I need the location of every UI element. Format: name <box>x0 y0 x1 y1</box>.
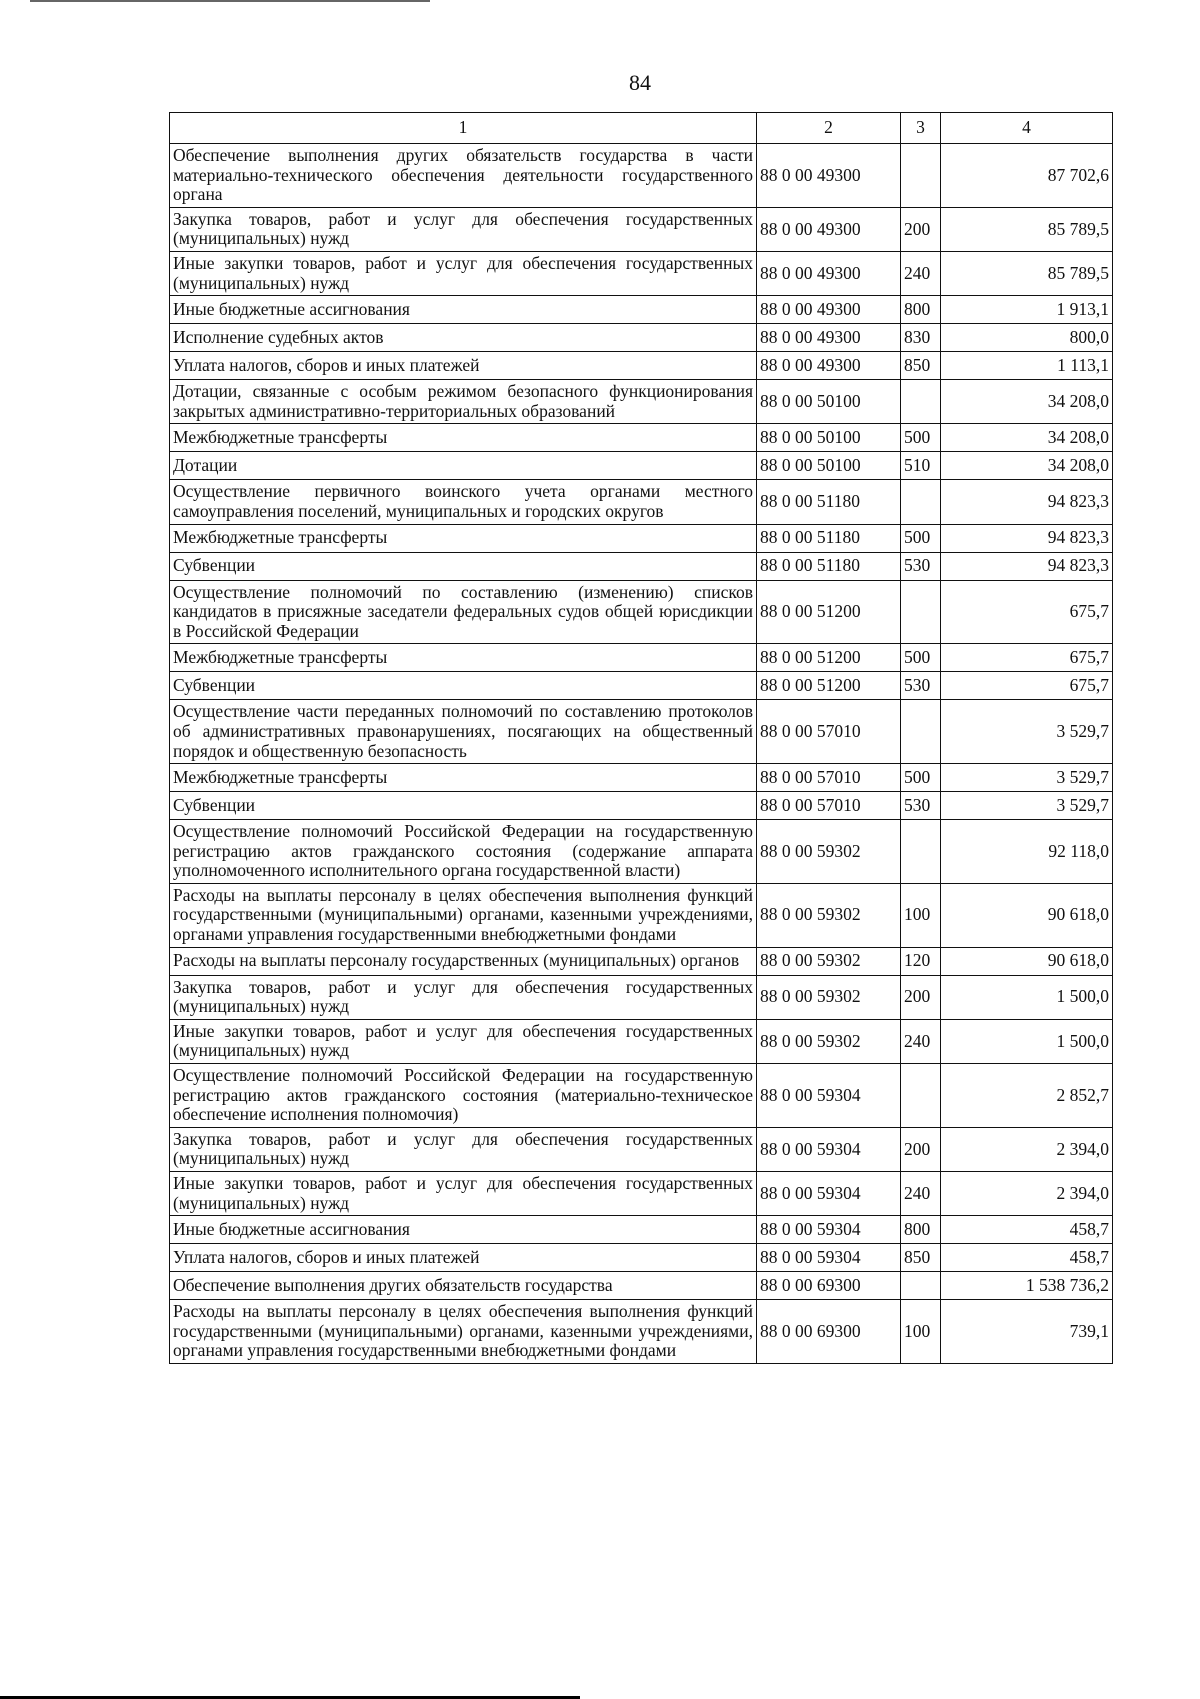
row-target-code: 88 0 00 57010 <box>757 700 901 764</box>
row-target-code: 88 0 00 59304 <box>757 1216 901 1244</box>
row-description: Межбюджетные трансферты <box>170 524 757 552</box>
row-target-code: 88 0 00 49300 <box>757 207 901 251</box>
row-description: Закупка товаров, работ и услуг для обеспечения государственных (муниципальных) нужд <box>170 207 757 251</box>
table-row <box>170 580 1113 644</box>
row-target-code: 88 0 00 59304 <box>757 1172 901 1216</box>
row-target-code: 88 0 00 59304 <box>757 1064 901 1128</box>
row-amount: 3 529,7 <box>941 792 1113 820</box>
row-target-code: 88 0 00 51180 <box>757 524 901 552</box>
row-target-code: 88 0 00 49300 <box>757 352 901 380</box>
row-expense-group: 100 <box>901 883 941 947</box>
row-description: Осуществление полномочий по составлению (изменению) списков кандидатов в присяжные заседатели федеральных судов общей юрисдикции в Российской Федерации <box>170 580 757 644</box>
row-expense-group: 200 <box>901 975 941 1019</box>
table-row <box>170 820 1113 884</box>
table-body <box>170 144 1113 1364</box>
row-amount: 2 394,0 <box>941 1127 1113 1171</box>
row-description: Осуществление первичного воинского учета органами местного самоуправления поселений, муниципальных и городских округов <box>170 480 757 524</box>
row-expense-group: 200 <box>901 1127 941 1171</box>
row-amount: 94 823,3 <box>941 552 1113 580</box>
row-target-code: 88 0 00 50100 <box>757 452 901 480</box>
row-target-code: 88 0 00 51200 <box>757 580 901 644</box>
row-amount: 458,7 <box>941 1216 1113 1244</box>
row-expense-group: 530 <box>901 552 941 580</box>
row-expense-group <box>901 380 941 424</box>
table-row <box>170 1127 1113 1171</box>
row-amount: 1 538 736,2 <box>941 1272 1113 1300</box>
row-description: Иные закупки товаров, работ и услуг для обеспечения государственных (муниципальных) нужд <box>170 1019 757 1063</box>
row-description: Расходы на выплаты персоналу в целях обеспечения выполнения функций государственными (муниципальными) органами, казенными учреждениями, органами управления государственными внебюджетными фондами <box>170 883 757 947</box>
table-row <box>170 480 1113 524</box>
row-description: Закупка товаров, работ и услуг для обеспечения государственных (муниципальных) нужд <box>170 1127 757 1171</box>
header-col-4: 4 <box>941 113 1113 144</box>
row-amount: 3 529,7 <box>941 700 1113 764</box>
row-expense-group: 500 <box>901 424 941 452</box>
table-row <box>170 324 1113 352</box>
row-target-code: 88 0 00 59302 <box>757 975 901 1019</box>
row-expense-group: 200 <box>901 207 941 251</box>
row-description: Осуществление полномочий Российской Федерации на государственную регистрацию актов гражданского состояния (содержание аппарата уполномоченного исполнительного органа государственной власти) <box>170 820 757 884</box>
row-expense-group: 800 <box>901 1216 941 1244</box>
row-expense-group: 120 <box>901 947 941 975</box>
row-amount: 34 208,0 <box>941 424 1113 452</box>
row-description: Расходы на выплаты персоналу в целях обеспечения выполнения функций государственными (муниципальными) органами, казенными учреждениями, органами управления государственными внебюджетными фондами <box>170 1300 757 1364</box>
table-row <box>170 552 1113 580</box>
row-target-code: 88 0 00 49300 <box>757 144 901 208</box>
table-row <box>170 524 1113 552</box>
table-row <box>170 672 1113 700</box>
table-row <box>170 207 1113 251</box>
row-description: Межбюджетные трансферты <box>170 764 757 792</box>
row-expense-group: 510 <box>901 452 941 480</box>
row-target-code: 88 0 00 57010 <box>757 764 901 792</box>
row-amount: 800,0 <box>941 324 1113 352</box>
row-description: Расходы на выплаты персоналу государственных (муниципальных) органов <box>170 947 757 975</box>
table-row <box>170 352 1113 380</box>
top-scan-rule <box>30 0 430 5</box>
row-expense-group: 850 <box>901 352 941 380</box>
row-expense-group <box>901 580 941 644</box>
row-expense-group: 530 <box>901 792 941 820</box>
row-description: Исполнение судебных актов <box>170 324 757 352</box>
row-expense-group: 100 <box>901 1300 941 1364</box>
row-amount: 94 823,3 <box>941 480 1113 524</box>
row-target-code: 88 0 00 59304 <box>757 1244 901 1272</box>
row-expense-group <box>901 820 941 884</box>
row-amount: 3 529,7 <box>941 764 1113 792</box>
row-expense-group <box>901 700 941 764</box>
row-description: Иные бюджетные ассигнования <box>170 1216 757 1244</box>
row-amount: 85 789,5 <box>941 251 1113 295</box>
table-row <box>170 764 1113 792</box>
row-description: Субвенции <box>170 672 757 700</box>
row-amount: 34 208,0 <box>941 452 1113 480</box>
row-amount: 675,7 <box>941 644 1113 672</box>
row-description: Субвенции <box>170 552 757 580</box>
budget-table <box>169 112 1113 1364</box>
row-target-code: 88 0 00 59302 <box>757 1019 901 1063</box>
row-description: Межбюджетные трансферты <box>170 644 757 672</box>
row-target-code: 88 0 00 69300 <box>757 1272 901 1300</box>
row-amount: 87 702,6 <box>941 144 1113 208</box>
table-row <box>170 380 1113 424</box>
row-amount: 675,7 <box>941 672 1113 700</box>
table-row <box>170 424 1113 452</box>
table-row <box>170 975 1113 1019</box>
row-amount: 1 500,0 <box>941 1019 1113 1063</box>
row-target-code: 88 0 00 69300 <box>757 1300 901 1364</box>
row-description: Дотации <box>170 452 757 480</box>
row-target-code: 88 0 00 59302 <box>757 883 901 947</box>
row-amount: 1 500,0 <box>941 975 1113 1019</box>
header-col-3: 3 <box>901 113 941 144</box>
table-row <box>170 1244 1113 1272</box>
row-amount: 92 118,0 <box>941 820 1113 884</box>
table-row <box>170 296 1113 324</box>
row-amount: 2 852,7 <box>941 1064 1113 1128</box>
table-row <box>170 1064 1113 1128</box>
row-description: Межбюджетные трансферты <box>170 424 757 452</box>
row-target-code: 88 0 00 59304 <box>757 1127 901 1171</box>
row-expense-group <box>901 480 941 524</box>
table-row <box>170 144 1113 208</box>
row-expense-group: 830 <box>901 324 941 352</box>
row-expense-group: 850 <box>901 1244 941 1272</box>
row-amount: 85 789,5 <box>941 207 1113 251</box>
row-expense-group: 500 <box>901 524 941 552</box>
row-amount: 739,1 <box>941 1300 1113 1364</box>
table-row <box>170 1216 1113 1244</box>
row-amount: 34 208,0 <box>941 380 1113 424</box>
row-description: Осуществление части переданных полномочий по составлению протоколов об административных правонарушениях, посягающих на общественный порядок и общественную безопасность <box>170 700 757 764</box>
row-expense-group <box>901 1064 941 1128</box>
row-expense-group: 240 <box>901 1019 941 1063</box>
row-expense-group: 800 <box>901 296 941 324</box>
table-row <box>170 947 1113 975</box>
row-target-code: 88 0 00 51180 <box>757 552 901 580</box>
row-amount: 2 394,0 <box>941 1172 1113 1216</box>
header-col-1: 1 <box>170 113 757 144</box>
table-header-row <box>170 113 1113 144</box>
row-target-code: 88 0 00 59302 <box>757 947 901 975</box>
table-row <box>170 452 1113 480</box>
table-row <box>170 644 1113 672</box>
row-expense-group: 530 <box>901 672 941 700</box>
table-row <box>170 792 1113 820</box>
row-target-code: 88 0 00 49300 <box>757 324 901 352</box>
row-target-code: 88 0 00 51180 <box>757 480 901 524</box>
table-row <box>170 1019 1113 1063</box>
table-row <box>170 1272 1113 1300</box>
row-expense-group: 240 <box>901 251 941 295</box>
table-row <box>170 251 1113 295</box>
row-target-code: 88 0 00 51200 <box>757 644 901 672</box>
table-row <box>170 883 1113 947</box>
row-expense-group: 500 <box>901 644 941 672</box>
row-amount: 94 823,3 <box>941 524 1113 552</box>
table-row <box>170 1300 1113 1364</box>
row-target-code: 88 0 00 59302 <box>757 820 901 884</box>
row-amount: 1 913,1 <box>941 296 1113 324</box>
row-expense-group <box>901 144 941 208</box>
row-description: Обеспечение выполнения других обязательств государства <box>170 1272 757 1300</box>
header-col-2: 2 <box>757 113 901 144</box>
row-description: Закупка товаров, работ и услуг для обеспечения государственных (муниципальных) нужд <box>170 975 757 1019</box>
row-description: Иные бюджетные ассигнования <box>170 296 757 324</box>
row-target-code: 88 0 00 49300 <box>757 251 901 295</box>
row-description: Уплата налогов, сборов и иных платежей <box>170 1244 757 1272</box>
row-description: Субвенции <box>170 792 757 820</box>
row-description: Осуществление полномочий Российской Федерации на государственную регистрацию актов гражданского состояния (материально-техническое обеспечение исполнения полномочия) <box>170 1064 757 1128</box>
row-description: Обеспечение выполнения других обязательств государства в части материально-технического обеспечения деятельности государственного органа <box>170 144 757 208</box>
row-target-code: 88 0 00 57010 <box>757 792 901 820</box>
table-row <box>170 1172 1113 1216</box>
page-number: 84 <box>629 70 651 95</box>
row-amount: 458,7 <box>941 1244 1113 1272</box>
row-expense-group: 240 <box>901 1172 941 1216</box>
table-row <box>170 700 1113 764</box>
row-target-code: 88 0 00 49300 <box>757 296 901 324</box>
row-amount: 1 113,1 <box>941 352 1113 380</box>
row-target-code: 88 0 00 50100 <box>757 380 901 424</box>
row-target-code: 88 0 00 50100 <box>757 424 901 452</box>
row-description: Дотации, связанные с особым режимом безопасного функционирования закрытых административно-территориальных образований <box>170 380 757 424</box>
row-description: Иные закупки товаров, работ и услуг для обеспечения государственных (муниципальных) нужд <box>170 1172 757 1216</box>
row-amount: 90 618,0 <box>941 947 1113 975</box>
row-description: Уплата налогов, сборов и иных платежей <box>170 352 757 380</box>
row-expense-group: 500 <box>901 764 941 792</box>
row-target-code: 88 0 00 51200 <box>757 672 901 700</box>
row-expense-group <box>901 1272 941 1300</box>
row-amount: 90 618,0 <box>941 883 1113 947</box>
row-description: Иные закупки товаров, работ и услуг для обеспечения государственных (муниципальных) нужд <box>170 251 757 295</box>
row-amount: 675,7 <box>941 580 1113 644</box>
